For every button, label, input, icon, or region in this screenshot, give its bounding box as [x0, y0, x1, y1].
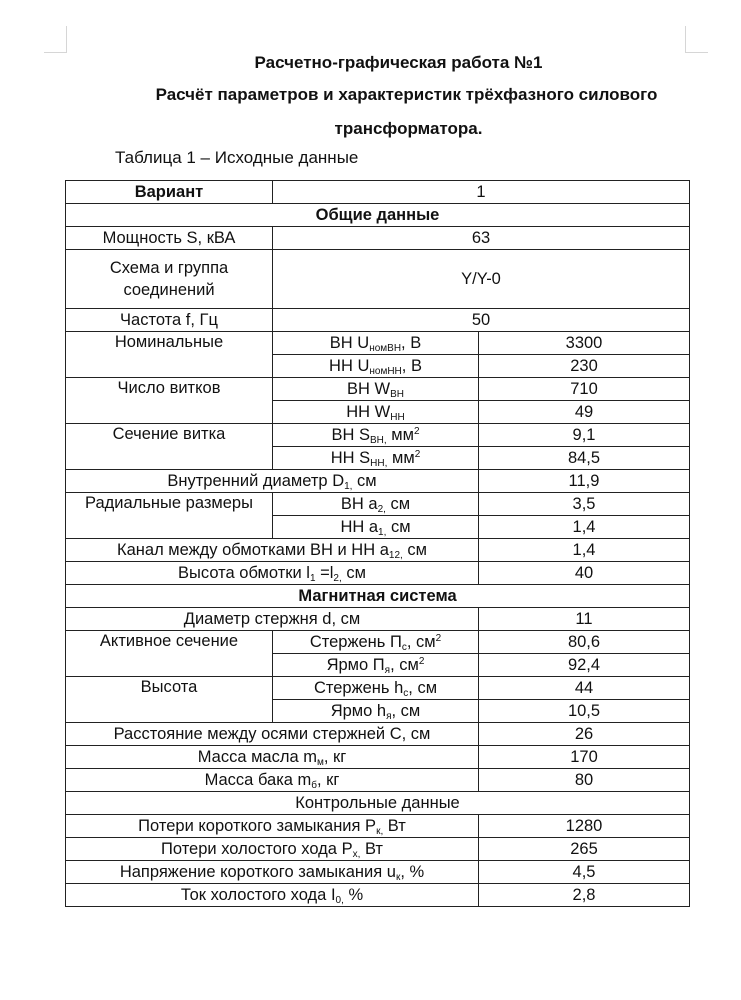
scheme-value: Y/Y-0 — [273, 250, 690, 309]
turn-section-lv-value: 84,5 — [479, 447, 690, 470]
core-diameter-label: Диаметр стержня d, см — [66, 608, 479, 631]
page-corner-mark-top-right — [685, 26, 708, 53]
axis-distance-label: Расстояние между осями стержней C, см — [66, 723, 479, 746]
sc-voltage-value: 4,5 — [479, 861, 690, 884]
nominal-lv-value: 230 — [479, 355, 690, 378]
section-control-label: Контрольные данные — [66, 792, 690, 815]
height-core-label: Стержень $h_с$, см — [273, 677, 479, 700]
table-row-nominal-hv — [66, 332, 690, 355]
table-row-tank-mass — [66, 769, 690, 792]
table-row-frequency — [66, 309, 690, 332]
turns-hv-label: ВН $W_{ВН}$ — [273, 378, 479, 401]
nl-losses-label: Потери холостого хода $P_{х,}$ Вт — [66, 838, 479, 861]
document-subtitle-line2: трансформатора. — [334, 119, 483, 138]
table-caption: Таблица 1 – Исходные данные — [115, 148, 359, 167]
table-row-nl-current — [66, 884, 690, 907]
nominal-lv-label: НН $U_{номНН}$, В — [273, 355, 479, 378]
active-section-core-label: Стержень $П_с$, $см^2$ — [273, 631, 479, 654]
winding-height-value: 40 — [479, 562, 690, 585]
section-magnetic-label: Магнитная система — [66, 585, 690, 608]
page-corner-mark-top-left — [44, 26, 67, 53]
table-row-nl-losses — [66, 838, 690, 861]
sc-losses-label: Потери короткого замыкания $P_{к,}$ Вт — [66, 815, 479, 838]
table-row-core-diameter — [66, 608, 690, 631]
height-yoke-value: 10,5 — [479, 700, 690, 723]
section-general-label: Общие данные — [66, 204, 690, 227]
power-value: 63 — [273, 227, 690, 250]
active-section-yoke-value: 92,4 — [479, 654, 690, 677]
scheme-label: Схема и группа соединений — [66, 250, 273, 309]
tank-mass-label: Масса бака $m_б$, кг — [66, 769, 479, 792]
radial-label: Радиальные размеры — [66, 493, 273, 539]
inner-diameter-label: Внутренний диаметр $D_{1,}$ см — [66, 470, 479, 493]
nominal-hv-value: 3300 — [479, 332, 690, 355]
table-row-winding-height — [66, 562, 690, 585]
table-row-radial-hv — [66, 493, 690, 516]
turns-lv-label: НН $W_{НН}$ — [273, 401, 479, 424]
table-row-variant — [66, 181, 690, 204]
table-row-sc-losses — [66, 815, 690, 838]
active-section-yoke-label: Ярмо $П_я$, $см^2$ — [273, 654, 479, 677]
tank-mass-value: 80 — [479, 769, 690, 792]
section-header-general — [66, 204, 690, 227]
frequency-value: 50 — [273, 309, 690, 332]
nominal-label: Номинальные — [66, 332, 273, 378]
document-title: Расчетно-графическая работа №1 — [254, 53, 543, 72]
nl-current-value: 2,8 — [479, 884, 690, 907]
nl-current-label: Ток холостого хода $I_{0,}$ % — [66, 884, 479, 907]
inner-diameter-value: 11,9 — [479, 470, 690, 493]
document-subtitle-line1: Расчёт параметров и характеристик трёхфазного силового — [155, 85, 658, 104]
winding-height-label: Высота обмотки $l_1 =l_{2,}$ см — [66, 562, 479, 585]
table-row-sc-voltage — [66, 861, 690, 884]
active-section-core-value: 80,6 — [479, 631, 690, 654]
height-label: Высота — [66, 677, 273, 723]
table-row-active-section-core — [66, 631, 690, 654]
turns-label: Число витков — [66, 378, 273, 424]
radial-hv-value: 3,5 — [479, 493, 690, 516]
table-row-turn-section-hv — [66, 424, 690, 447]
radial-lv-value: 1,4 — [479, 516, 690, 539]
oil-mass-label: Масса масла $m_м$, кг — [66, 746, 479, 769]
turn-section-label: Сечение витка — [66, 424, 273, 470]
table-row-scheme — [66, 250, 690, 309]
turns-lv-value: 49 — [479, 401, 690, 424]
sc-voltage-label: Напряжение короткого замыкания $u_к$, % — [66, 861, 479, 884]
frequency-label: Частота f, Гц — [66, 309, 273, 332]
power-label: Мощность S, кВА — [66, 227, 273, 250]
table-row-channel — [66, 539, 690, 562]
source-data-table — [65, 180, 690, 907]
turn-section-hv-label: ВН $S_{ВН,}$ $мм^2$ — [273, 424, 479, 447]
radial-hv-label: ВН $a_{2,}$ см — [273, 493, 479, 516]
variant-value: 1 — [273, 181, 690, 204]
nl-losses-value: 265 — [479, 838, 690, 861]
section-header-control — [66, 792, 690, 815]
height-core-value: 44 — [479, 677, 690, 700]
variant-label: Вариант — [66, 181, 273, 204]
oil-mass-value: 170 — [479, 746, 690, 769]
table-row-inner-diameter — [66, 470, 690, 493]
section-header-magnetic — [66, 585, 690, 608]
table-row-turns-hv — [66, 378, 690, 401]
table-row-oil-mass — [66, 746, 690, 769]
axis-distance-value: 26 — [479, 723, 690, 746]
table-row-height-core — [66, 677, 690, 700]
turn-section-lv-label: НН $S_{НН,}$ $мм^2$ — [273, 447, 479, 470]
turns-hv-value: 710 — [479, 378, 690, 401]
channel-label: Канал между обмотками ВН и НН $a_{12,}$ см — [66, 539, 479, 562]
core-diameter-value: 11 — [479, 608, 690, 631]
height-yoke-label: Ярмо $h_я$, см — [273, 700, 479, 723]
table-row-power — [66, 227, 690, 250]
radial-lv-label: НН $a_{1,}$ см — [273, 516, 479, 539]
channel-value: 1,4 — [479, 539, 690, 562]
active-section-label: Активное сечение — [66, 631, 273, 677]
nominal-hv-label: ВН $U_{номВН}$, В — [273, 332, 479, 355]
turn-section-hv-value: 9,1 — [479, 424, 690, 447]
table-row-axis-distance — [66, 723, 690, 746]
sc-losses-value: 1280 — [479, 815, 690, 838]
